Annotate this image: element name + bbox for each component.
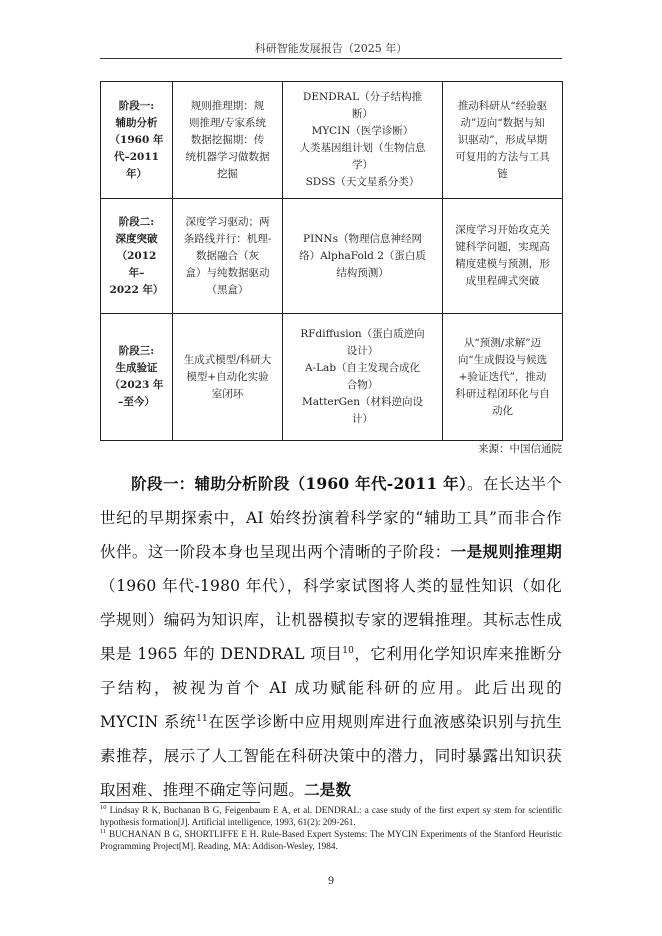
impact-cell — [443, 199, 563, 314]
cell-line: 设计） — [346, 345, 379, 357]
body-text-3: ，它利用化学知识库来推断分子结构，被视为首个 AI 成功赋能科研的应用。此后出现的 MYCIN 系统 — [100, 645, 562, 731]
cell-line: 键科学问题，实现高 — [455, 241, 550, 253]
footnote-rule — [100, 802, 260, 803]
footnote-text: BUCHANAN B G, SHORTLIFFE E H. Rule-Based Expert Systems: The MYCIN Experiments of the Stanford Heuristic Programming Project[M]. Reading, MA: Addison-Wesley, 1984. — [100, 829, 563, 851]
cell-line: 条路线并行：机理- — [183, 232, 272, 245]
impact-cell — [443, 82, 563, 199]
cell-line: 深度学习开始攻克关 — [455, 224, 550, 236]
cell-line: 推动科研从“经验驱 — [457, 99, 548, 112]
cell-line: 人类基因组计划（生物信息 — [299, 142, 426, 154]
page-number: 9 — [327, 876, 335, 887]
cell-line: 辅助分析 — [115, 116, 158, 129]
stage-table-body — [101, 82, 563, 441]
subphase-one-label: 一是规则推理期 — [450, 542, 562, 561]
cell-line: 识驱动”，形成早期 — [457, 133, 548, 146]
cell-line: 阶段二: — [118, 215, 155, 228]
cell-line: （2012 年– — [116, 249, 157, 279]
cell-line: （2023 年 — [109, 379, 164, 391]
body-paragraph — [100, 467, 562, 807]
footnote-number: 10 — [100, 803, 107, 811]
cell-line: 室闭环 — [211, 387, 244, 400]
subphase-two-label: 二是数 — [304, 780, 352, 799]
cell-line: RFdiffusion（蛋白质逆向 — [300, 328, 425, 340]
body-text-4: 在医学诊断中应用规则库进行血液感染识别与抗生素推荐，展示了人工智能在科研决策中的潜力，同时暴露出知识获取困难、推理不确定等问题。 — [100, 713, 563, 799]
method-cell — [173, 82, 283, 199]
table-source: 来源：中国信通院 — [478, 443, 562, 455]
examples-cell — [283, 314, 443, 441]
cell-line: 可复用的方法与工具 — [455, 150, 550, 163]
cell-line: 从“预测/求解”迈 — [463, 336, 542, 349]
cell-line: 络）AlphaFold 2（蛋白质 — [299, 249, 426, 262]
cell-line: 统机器学习做数据 — [185, 150, 270, 163]
cell-line: +验证迭代”，推动 — [458, 370, 547, 383]
cell-line: 挖掘 — [217, 167, 238, 180]
footnote-number: 11 — [100, 827, 107, 835]
examples-cell — [283, 199, 443, 314]
footnote-11 — [100, 828, 562, 852]
cell-line: 成里程碑式突破 — [465, 275, 540, 287]
footnote-10 — [100, 804, 562, 828]
header-rule — [100, 58, 562, 59]
cell-line: 断） — [352, 108, 373, 120]
method-cell — [173, 314, 283, 441]
body-text-2: （1960 年代-1980 年代），科学家试图将人类的显性知识（如化学规则）编码为知识库，让机器模拟专家的逻辑推理。其标志性成果是 1965 年的 DENDRAL 项目 — [100, 577, 562, 663]
cell-line: 模型+自动化实验 — [186, 370, 269, 383]
cell-line: 链 — [497, 167, 508, 180]
cell-line: 则推理/专家系统 — [188, 116, 267, 129]
cell-line: MYCIN（医学诊断） — [311, 125, 414, 137]
cell-line: DENDRAL（分子结构推 — [302, 91, 423, 103]
stage-cell — [101, 199, 173, 314]
cell-line: MatterGen（材料逆向设 — [301, 396, 424, 408]
cell-line: 2022 年） — [109, 283, 164, 296]
cell-line: 学） — [352, 159, 373, 171]
cell-line: 深度学习驱动；两 — [185, 215, 270, 228]
cell-line: –至今） — [118, 396, 155, 408]
cell-line: A-Lab（自主发现合成化 — [304, 362, 421, 374]
cell-line: 数据挖掘期：传 — [190, 133, 265, 146]
cell-line: 生成验证 — [115, 362, 158, 374]
cell-line: 代–2011 — [114, 150, 159, 163]
cell-line: 合物） — [346, 379, 379, 391]
cell-line: 数据融合（灰 — [196, 249, 259, 262]
cell-line: （1960 年 — [109, 133, 164, 146]
cell-line: 深度突破 — [115, 232, 158, 245]
table-row — [101, 314, 563, 441]
cell-line: SDSS（天文星系分类） — [305, 176, 420, 188]
cell-line: PINNs（物理信息神经网 — [303, 232, 422, 245]
cell-line: 向“生成假设与候选 — [457, 353, 548, 366]
cell-line: 动化 — [492, 404, 513, 417]
cell-line: （黑盒） — [206, 283, 249, 296]
footnote-ref-10[interactable]: 10 — [342, 645, 355, 656]
cell-line: 科研过程闭环化与自 — [455, 387, 550, 400]
method-cell — [173, 199, 283, 314]
running-header: 科研智能发展报告（2025 年） — [254, 42, 408, 55]
cell-line: 阶段三: — [118, 345, 155, 357]
impact-cell — [443, 314, 563, 441]
cell-line: 动”迈向“数据与知 — [460, 116, 545, 129]
stage-cell — [101, 314, 173, 441]
cell-line: 结构预测） — [336, 266, 389, 279]
body-text-1: 。在长达半个世纪的早期探索中，AI 始终扮演着科学家的“辅助工具”而非合作伙伴。这一阶段本身也呈现出两个清晰的子阶段： — [100, 475, 562, 561]
cell-line: 生成式模型/科研大 — [183, 353, 272, 366]
examples-cell — [283, 82, 443, 199]
cell-line: 阶段一: — [118, 99, 155, 112]
stage-table — [100, 81, 563, 441]
footnotes — [100, 804, 562, 852]
cell-line: 盒）与纯数据驱动 — [185, 266, 270, 279]
footnote-text: Lindsay R K, Buchanan B G, Feigenbaum E A, et al. DENDRAL: a case study of the first expert sy stem for scientific hypothesis formation[J]. Artificial intelligence, 1993, 61(2): 209-261. — [100, 805, 563, 827]
table-row — [101, 82, 563, 199]
cell-line: 规则推理期：规 — [190, 99, 265, 112]
cell-line: 年） — [126, 167, 147, 180]
stage-one-heading: 阶段一：辅助分析阶段（1960 年代-2011 年） — [131, 474, 468, 493]
footnote-ref-11[interactable]: 11 — [196, 713, 208, 724]
stage-cell — [101, 82, 173, 199]
cell-line: 精度建模与预测，形 — [455, 258, 550, 270]
table-row — [101, 199, 563, 314]
cell-line: 计） — [352, 413, 373, 425]
